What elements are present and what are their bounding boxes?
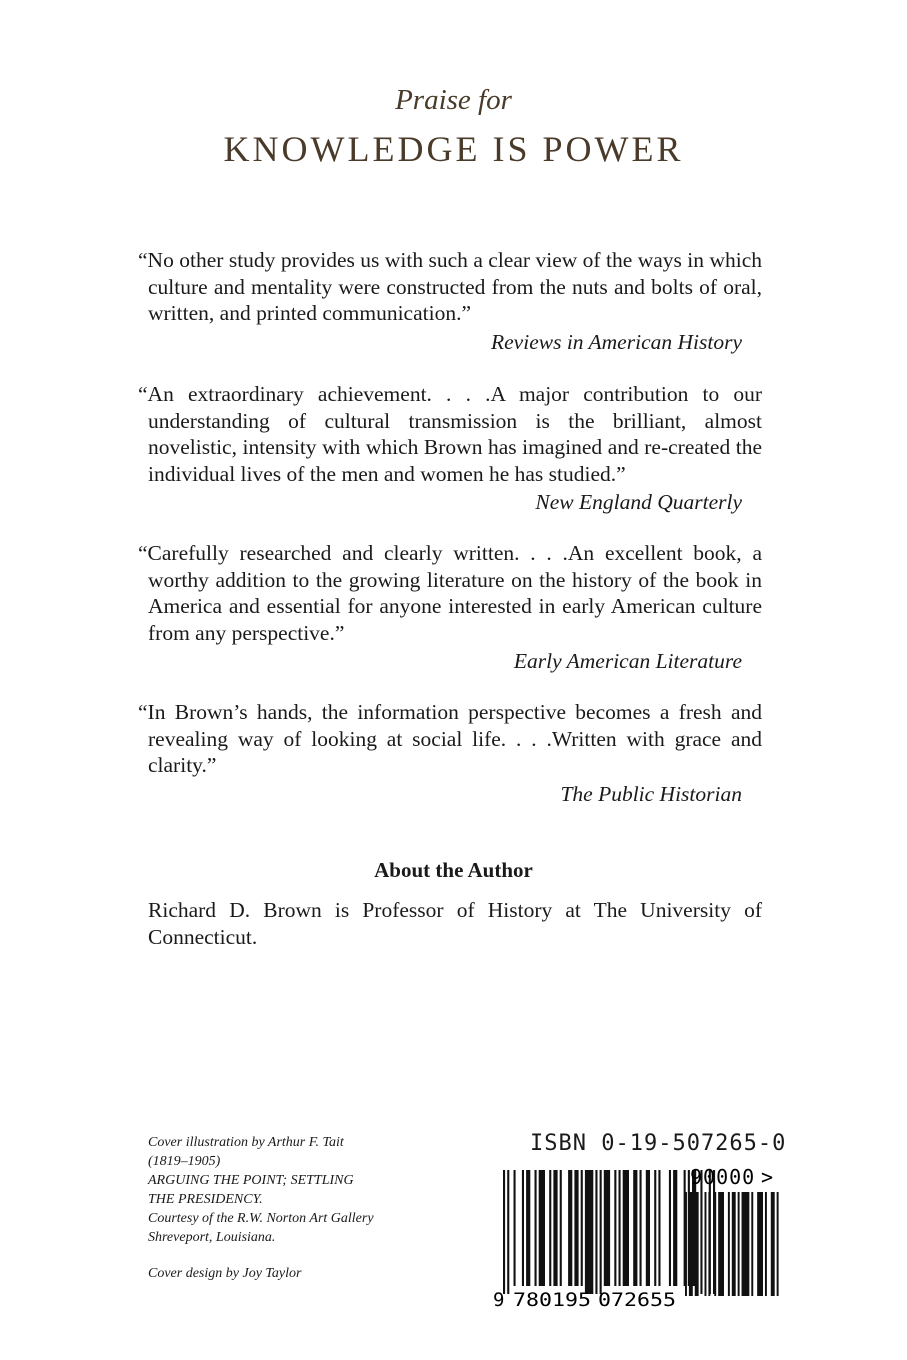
price-code: 90000 [690,1165,756,1189]
barcode-bar [685,1192,687,1296]
about-author-body: Richard D. Brown is Professor of History at The University of Connecticut. [148,898,762,949]
barcode-left-digits: 780195 [513,1289,591,1310]
book-title: KNOWLEDGE IS POWER [223,129,684,169]
barcode-bar [640,1170,642,1286]
barcode-bar [714,1192,716,1296]
barcode-bar [619,1170,621,1286]
barcode-lead-digit: 9 [493,1289,505,1310]
barcode [493,1160,783,1310]
credit-line: THE PRESIDENCY. [148,1192,263,1207]
barcode-bars-addon [685,1192,779,1296]
barcode-bar [708,1192,710,1296]
barcode-bar [705,1192,707,1296]
barcode-bar [568,1170,572,1286]
barcode-bar [600,1170,602,1294]
barcode-bar [728,1192,730,1296]
barcode-bar [514,1170,516,1286]
barcode-bar [581,1170,583,1286]
barcode-bar [751,1192,753,1296]
barcode-bar [522,1170,524,1286]
review-quote [138,247,762,355]
barcode-right-digits: 072655 [598,1289,676,1310]
barcode-bar [507,1170,509,1294]
quote-text: “An extraordinary achievement. . . .A major contribution to our understanding of cultural transmission is the brilliant, almost novelistic, intensity with which Brown has imagined and re-created the individual lives of the men and women he has studied.” [138,382,762,486]
barcode-bar [695,1192,699,1296]
cover-design-credit: Cover design by Joy Taylor [148,1266,302,1281]
barcode-bar [535,1170,537,1286]
about-author-heading: About the Author [374,858,533,882]
barcode-bar [658,1170,660,1286]
barcode-bar [646,1170,650,1286]
barcode-bar [742,1192,750,1296]
quote-text: “Carefully researched and clearly written. . . .An excellent book, a worthy addition to the growing literature on the history of the book in America and essential for anyone interested in early American culture from any perspective.” [138,541,762,645]
cover-credits [148,1133,408,1247]
barcode-bar [757,1192,763,1296]
isbn-label: ISBN 0-19-507265-0 [530,1131,787,1156]
barcode-bar [765,1192,767,1296]
review-quote [138,540,762,675]
barcode-bar [771,1192,775,1296]
barcode-bars-main [503,1170,715,1294]
barcode-bar [553,1170,557,1286]
barcode-bar [539,1170,545,1286]
credit-line: Shreveport, Louisiana. [148,1230,276,1245]
barcode-bar [718,1192,724,1296]
credit-line: Courtesy of the R.W. Norton Art Gallery [148,1211,374,1226]
credit-line: (1819–1905) [148,1154,221,1169]
barcode-bar [633,1170,637,1286]
praise-for: Praise for [395,84,512,116]
barcode-bar [595,1170,597,1294]
credit-line: Cover illustration by Arthur F. Tait [148,1135,344,1150]
quote-source: New England Quarterly [535,490,742,514]
barcode-bar [738,1192,740,1296]
quote-source: Reviews in American History [491,329,742,354]
barcode-bar [654,1170,656,1286]
barcode-bar [623,1170,629,1286]
barcode-bar [669,1170,671,1286]
price-arrow-icon: > [761,1165,774,1189]
barcode-bar [673,1170,677,1286]
quote-source: The Public Historian [560,781,742,806]
barcode-bar [604,1170,610,1286]
barcode-bar [503,1170,505,1294]
barcode-bar [732,1192,736,1296]
barcode-bar [526,1170,530,1286]
credit-line: ARGUING THE POINT; SETTLING [148,1173,354,1188]
review-quote [138,381,762,516]
barcode-bar [549,1170,551,1286]
review-quote [138,699,762,807]
quote-source: Early American Literature [513,649,742,673]
quote-text: “No other study provides us with such a clear view of the ways in which culture and mentality were constructed from the nuts and bolts of oral, written, and printed communication.” [138,248,762,325]
barcode-bar [777,1192,779,1296]
barcode-bar [689,1192,693,1296]
quote-text: “In Brown’s hands, the information perspective becomes a fresh and revealing way of looking at social life. . . .Written with grace and clarity.” [138,700,762,777]
barcode-bar [614,1170,616,1286]
barcode-bar [585,1170,593,1294]
barcode-bar [574,1170,578,1286]
barcode-bar [560,1170,562,1286]
